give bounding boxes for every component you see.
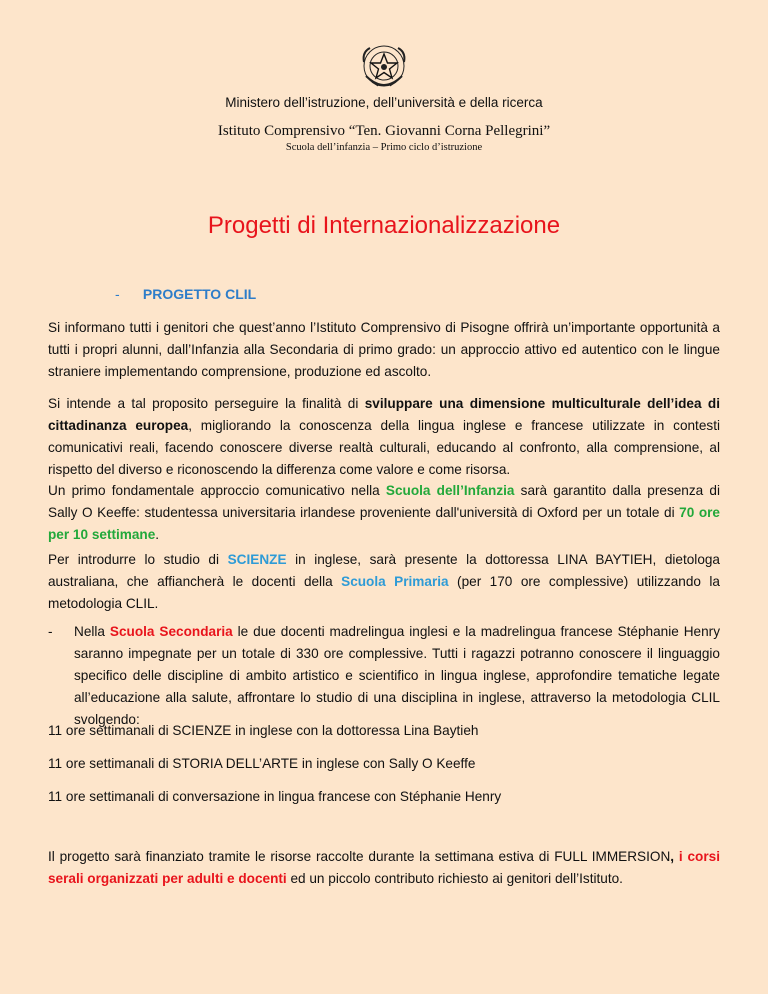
text-span: Per introdurre lo studio di bbox=[48, 552, 228, 567]
paragraph-purpose bbox=[48, 393, 720, 481]
schedule-line: 11 ore settimanali di SCIENZE in inglese con la dottoressa Lina Baytieh bbox=[48, 723, 479, 738]
highlight-hours: 70 ore per 10 settimane bbox=[48, 505, 720, 542]
text-span: Un primo fondamentale approccio comunicativo nella bbox=[48, 483, 386, 498]
paragraph-primaria bbox=[48, 549, 720, 615]
text-span: , migliorando la conoscenza della lingua inglese e francese utilizzate in contesti comunicativi reali, facendo conoscere diverse realtà culturali, educando al confronto, alla comprensione, al rispetto del diverso e riconoscendo la differenza come valore e come risorsa. bbox=[48, 418, 720, 477]
ministry-name: Ministero dell’istruzione, dell’università e della ricerca bbox=[225, 95, 543, 110]
text-span: Si intende a tal proposito perseguire la finalità di bbox=[48, 396, 365, 411]
text-span: in inglese, sarà presente la dottoressa LINA BAYTIEH, dietologa australiana, che affiancherà le docenti della bbox=[48, 552, 720, 589]
paragraph-funding bbox=[48, 846, 720, 890]
highlight-evening-courses: i corsi serali organizzati per adulti e docenti bbox=[48, 849, 720, 886]
text-span: sarà garantito dalla presenza di Sally O Keeffe: studentessa universitaria irlandese proveniente dall'università di Oxford per un totale di bbox=[48, 483, 720, 520]
highlight-scuola-secondaria: Scuola Secondaria bbox=[109, 624, 233, 639]
text-span: le due docenti madrelingua inglesi e la madrelingua francese Stéphanie Henry saranno impegnate per un totale di 330 ore complessive. Tutti i ragazzi potranno conoscere il linguaggio specifico delle discipline di ambito artistico e scientifico in lingua inglese, approfondire tematiche legate all’educazione alla salute, affrontare lo studio di una disciplina in inglese, attraverso la metodologia CLIL svolgendo: bbox=[74, 624, 720, 727]
text-span: . bbox=[155, 527, 160, 542]
text-span: Il progetto sarà finanziato tramite le risorse raccolte durante la settimana estiva di FULL IMMERSION bbox=[48, 849, 671, 864]
text-span: (per 170 ore complessive) utilizzando la metodologia CLIL. bbox=[48, 574, 720, 611]
page-title: Progetti di Internazionalizzazione bbox=[207, 212, 561, 239]
paragraph-intro: Si informano tutti i genitori che quest’anno l’Istituto Comprensivo di Pisogne offrirà un’importante opportunità a tutti i propri alunni, dall’Infanzia alla Secondaria di primo grado: un approccio attivo ed autentico con le lingue straniere implementando comprensione, produzione ed ascolto. bbox=[48, 320, 720, 379]
section-label: PROGETTO CLIL bbox=[142, 286, 257, 302]
schedule-line: 11 ore settimanali di conversazione in lingua francese con Stéphanie Henry bbox=[48, 789, 502, 804]
school-name: Istituto Comprensivo “Ten. Giovanni Corna Pellegrini” bbox=[217, 123, 551, 139]
paragraph-infanzia bbox=[48, 480, 720, 546]
italian-republic-emblem-icon bbox=[360, 42, 408, 92]
text-span: Nella bbox=[74, 624, 110, 639]
section-dash: - bbox=[115, 286, 120, 302]
comma: , bbox=[670, 849, 675, 864]
schedule-line: 11 ore settimanali di STORIA DELL’ARTE in inglese con Sally O Keeffe bbox=[48, 756, 476, 771]
text-span: ed un piccolo contributo richiesto ai genitori dell’Istituto. bbox=[286, 871, 623, 886]
school-subtitle: Scuola dell’infanzia – Primo ciclo d’istruzione bbox=[285, 142, 483, 153]
bullet-body bbox=[74, 621, 720, 731]
highlight-scuola-primaria: Scuola Primaria bbox=[341, 574, 449, 589]
highlight-scuola-infanzia: Scuola dell’Infanzia bbox=[385, 483, 515, 498]
section-heading bbox=[115, 286, 256, 302]
bullet-dash: - bbox=[48, 624, 53, 639]
highlight-scienze: SCIENZE bbox=[227, 552, 287, 567]
emphasis-text: sviluppare una dimensione multiculturale dell’idea di cittadinanza europea bbox=[48, 396, 721, 433]
list-item-secondaria bbox=[48, 621, 720, 731]
